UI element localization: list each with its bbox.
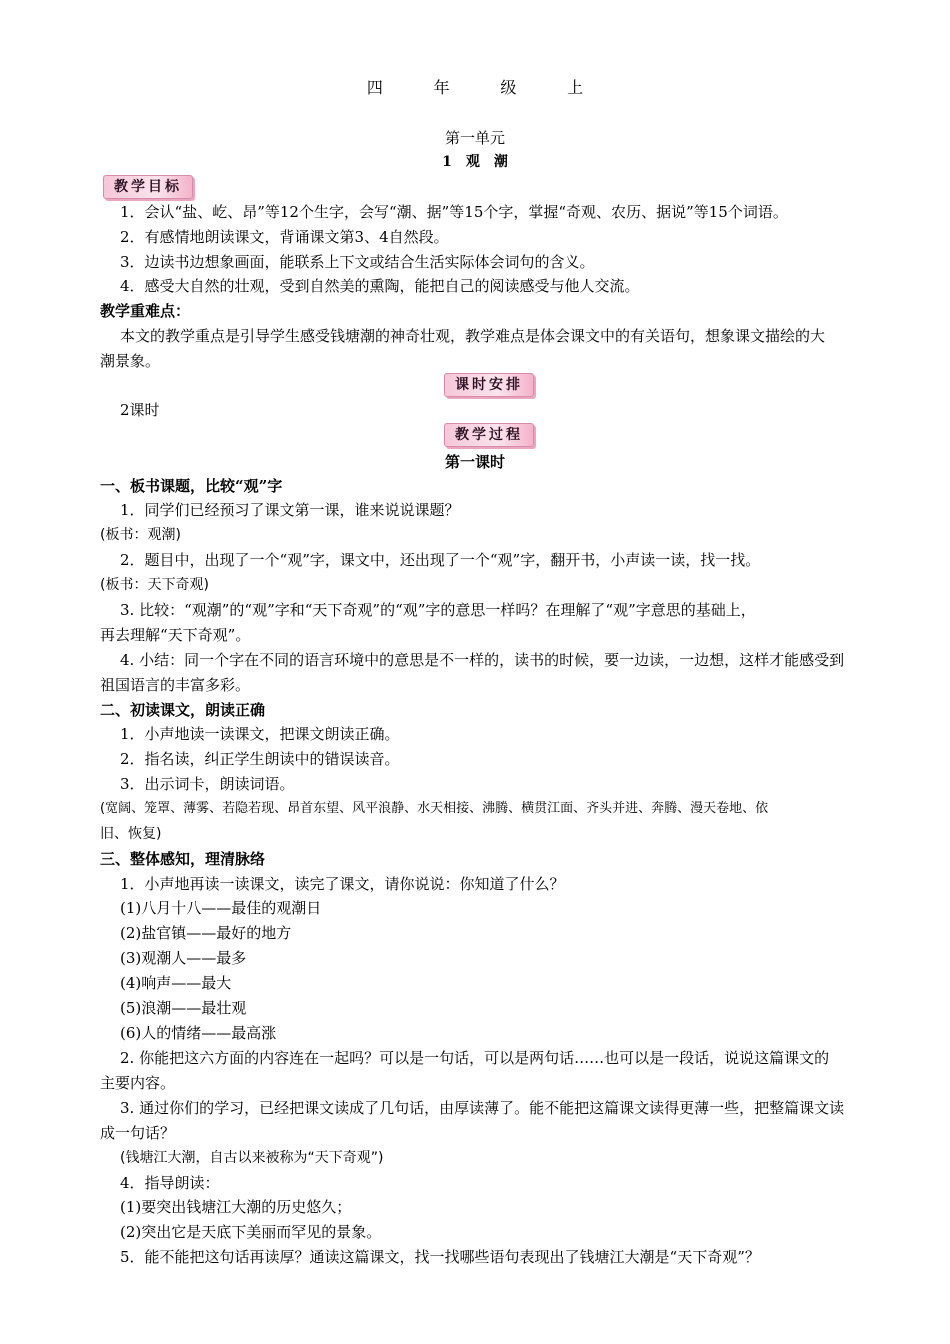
list-item: (2)盐官镇——最好的地方 xyxy=(120,924,292,942)
first-period-title: 第一课时 xyxy=(444,453,505,471)
paragraph: 祖国语言的丰富多彩。 xyxy=(100,676,251,694)
schedule-text: 2课时 xyxy=(120,401,160,419)
paragraph: 2．指名读，纠正学生朗读中的错误读音。 xyxy=(120,750,400,768)
paragraph: 成一句话？ xyxy=(100,1124,176,1142)
grade-char: 级 xyxy=(500,78,517,97)
difficulty-heading: 教学重难点： xyxy=(100,302,191,320)
list-item: (1)要突出钱塘江大潮的历史悠久； xyxy=(120,1198,352,1216)
grade-title xyxy=(0,76,950,100)
paragraph: 主要内容。 xyxy=(100,1074,176,1092)
grade-char: 年 xyxy=(433,78,450,97)
goal-item: 2．有感情地朗读课文，背诵课文第3、4自然段。 xyxy=(120,228,449,246)
grade-char: 上 xyxy=(567,78,584,97)
list-item: (4)响声——最大 xyxy=(120,974,232,992)
teaching-goals-tag: 教学目标 xyxy=(103,175,193,199)
paragraph: 3. 比较：“观潮”的“观”字和“天下奇观”的“观”字的意思一样吗？在理解了“观”字意思的基础上， xyxy=(120,601,756,619)
paragraph: 3．出示词卡，朗读词语。 xyxy=(120,775,295,793)
goal-item: 4．感受大自然的壮观，受到自然美的熏陶，能把自己的阅读感受与他人交流。 xyxy=(120,277,640,295)
list-item: (1)八月十八——最佳的观潮日 xyxy=(120,899,322,917)
list-item: (3)观潮人——最多 xyxy=(120,949,247,967)
board-note: (板书：天下奇观) xyxy=(100,577,209,593)
section-heading: 三、整体感知，理清脉络 xyxy=(100,850,266,868)
board-note: (钱塘江大潮，自古以来被称为“天下奇观”) xyxy=(120,1150,384,1166)
paragraph: 2. 你能把这六方面的内容连在一起吗？可以是一句话，可以是两句话……也可以是一段话，说说这篇课文的 xyxy=(120,1049,830,1067)
lesson-title: 1 观 潮 xyxy=(442,154,508,170)
difficulty-text: 潮景象。 xyxy=(100,352,161,370)
word-list: 旧、恢复) xyxy=(100,826,162,842)
unit-title: 第一单元 xyxy=(444,129,505,147)
paragraph: 再去理解“天下奇观”。 xyxy=(100,626,251,644)
paragraph: 1．小声地读一读课文，把课文朗读正确。 xyxy=(120,725,400,743)
word-list: (宽阔、笼罩、薄雾、若隐若现、昂首东望、风平浪静、水天相接、沸腾、横贯江面、齐头并进、奔腾、漫天卷地、依 xyxy=(100,801,769,816)
paragraph: 1．小声地再读一读课文，读完了课文，请你说说：你知道了什么？ xyxy=(120,875,565,893)
list-item: (2)突出它是天底下美丽而罕见的景象。 xyxy=(120,1223,382,1241)
section-heading: 二、初读课文，朗读正确 xyxy=(100,701,266,719)
paragraph: 4．指导朗读： xyxy=(120,1174,220,1192)
schedule-tag: 课时安排 xyxy=(444,373,534,397)
paragraph: 4. 小结：同一个字在不同的语言环境中的意思是不一样的，读书的时候，要一边读，一边想，这样才能感受到 xyxy=(120,651,845,669)
list-item: (5)浪潮——最壮观 xyxy=(120,999,247,1017)
section-heading: 一、板书课题，比较“观”字 xyxy=(100,477,283,495)
grade-char: 四 xyxy=(366,78,383,97)
process-tag: 教学过程 xyxy=(444,423,534,447)
list-item: (6)人的情绪——最高涨 xyxy=(120,1024,277,1042)
paragraph: 5．能不能把这句话再读厚？通读这篇课文，找一找哪些语句表现出了钱塘江大潮是“天下奇观”？ xyxy=(120,1248,760,1266)
difficulty-text: 本文的教学重点是引导学生感受钱塘潮的神奇壮观，教学难点是体会课文中的有关语句，想象课文描绘的大 xyxy=(120,327,826,345)
board-note: (板书：观潮) xyxy=(100,527,181,543)
paragraph: 2．题目中，出现了一个“观”字，课文中，还出现了一个“观”字，翻开书，小声读一读，找一找。 xyxy=(120,551,761,569)
goal-item: 3．边读书边想象画面，能联系上下文或结合生活实际体会词句的含义。 xyxy=(120,253,595,271)
paragraph: 3. 通过你们的学习，已经把课文读成了几句话，由厚读薄了。能不能把这篇课文读得更薄一些，把整篇课文读 xyxy=(120,1099,845,1117)
goal-item: 1．会认“盐、屹、昂”等12个生字，会写“潮、据”等15个字，掌握“奇观、农历、据说”等15个词语。 xyxy=(120,203,788,221)
paragraph: 1．同学们已经预习了课文第一课，谁来说说课题？ xyxy=(120,501,460,519)
